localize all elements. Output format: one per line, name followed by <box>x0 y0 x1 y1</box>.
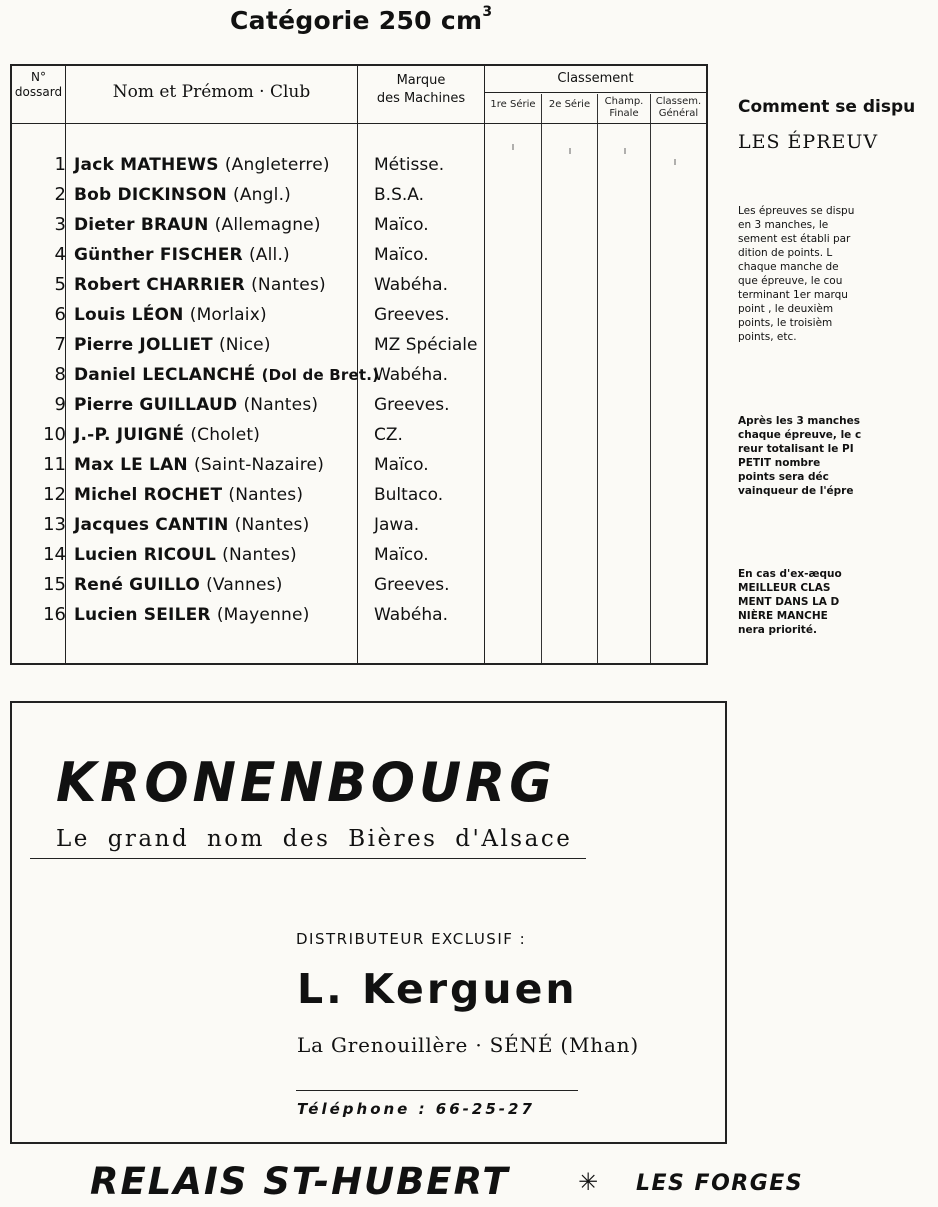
header-marque: Marque des Machines <box>376 73 466 106</box>
brand-tagline: Le grand nom des Bières d'Alsace <box>56 826 573 852</box>
row-machine-brand: B.S.A. <box>374 185 424 205</box>
table-row <box>12 480 706 510</box>
row-machine-brand: Maïco. <box>374 545 429 565</box>
row-machine-brand: CZ. <box>374 425 403 445</box>
results-table <box>10 64 708 665</box>
row-dossard: 8 <box>54 364 66 385</box>
row-rider-club: (Nantes) <box>222 545 297 565</box>
pencil-mark <box>512 144 514 150</box>
footer-forges-logo: LES FORGES <box>636 1171 804 1196</box>
phone-rule <box>296 1090 578 1091</box>
header-name: Nom et Prémom · Club <box>112 82 311 102</box>
row-rider <box>74 450 324 480</box>
distributor-phone: Téléphone : 66-25-27 <box>297 1100 535 1118</box>
page-title: Catégorie 250 $cm^3$ <box>230 4 493 35</box>
header-champ: Champ. Finale <box>604 96 644 119</box>
row-rider-name: Jacques CANTIN <box>74 515 229 535</box>
header-classement: Classement <box>557 71 634 86</box>
rules-title: Comment se dispu <box>738 97 916 117</box>
row-rider-name: Pierre JOLLIET <box>74 335 213 355</box>
rules-subtitle: LES ÉPREUV <box>738 131 879 153</box>
distributor-label: DISTRIBUTEUR EXCLUSIF : <box>296 930 527 948</box>
pencil-mark <box>624 148 626 154</box>
rules-paragraph-2: Après les 3 manches chaque épreuve, le c reur totalisant le PI PETIT nombre points sera déc vainqueur de l'épre <box>738 415 862 497</box>
row-machine-brand: Wabéha. <box>374 605 448 625</box>
row-dossard: 10 <box>43 424 66 445</box>
tagline-rule <box>30 858 586 859</box>
distributor-address: La Grenouillère · SÉNÉ (Mhan) <box>297 1033 639 1057</box>
row-rider <box>74 420 260 450</box>
row-dossard: 14 <box>43 544 66 565</box>
row-rider <box>74 330 271 360</box>
header-serie2: 2e Série <box>548 99 591 110</box>
header-divider <box>484 92 706 93</box>
row-rider-name: Pierre GUILLAUD <box>74 395 238 415</box>
row-rider-name: Daniel LECLANCHÉ <box>74 365 256 385</box>
row-rider-club: (Cholet) <box>190 425 261 445</box>
row-machine-brand: Greeves. <box>374 305 450 325</box>
row-dossard: 16 <box>43 604 66 625</box>
row-rider <box>74 480 303 510</box>
row-rider-club: (Angleterre) <box>224 155 330 175</box>
row-rider-club: (Nantes) <box>251 275 326 295</box>
row-rider-name: J.-P. JUIGNÉ <box>74 425 185 445</box>
header-dossard: N° dossard <box>14 70 63 99</box>
row-machine-brand: Maïco. <box>374 455 429 475</box>
row-rider-name: Dieter BRAUN <box>74 215 209 235</box>
row-dossard: 4 <box>54 244 66 265</box>
row-machine-brand: Wabéha. <box>374 275 448 295</box>
header-bottom-rule <box>12 123 706 124</box>
row-dossard: 15 <box>43 574 66 595</box>
row-rider-name: Michel ROCHET <box>74 485 223 505</box>
row-dossard: 9 <box>54 394 66 415</box>
header-serie1: 1re Série <box>490 99 536 110</box>
footer-relais-logo: RELAIS ST-HUBERT <box>90 1160 510 1203</box>
table-row <box>12 390 706 420</box>
row-dossard: 7 <box>54 334 66 355</box>
row-machine-brand: Greeves. <box>374 395 450 415</box>
row-rider-club: (Saint-Nazaire) <box>193 455 325 475</box>
row-rider <box>74 300 267 330</box>
row-dossard: 5 <box>54 274 66 295</box>
row-rider-club: (Nantes) <box>243 395 319 415</box>
row-rider <box>74 510 309 540</box>
row-dossard: 6 <box>54 304 66 325</box>
row-rider-club: (Nantes) <box>234 515 310 535</box>
pencil-mark <box>674 159 676 165</box>
table-row <box>12 450 706 480</box>
row-dossard: 11 <box>43 454 66 475</box>
row-rider <box>74 150 330 180</box>
row-rider-club: (Nantes) <box>228 485 304 505</box>
pencil-mark <box>569 148 571 154</box>
row-machine-brand: Maïco. <box>374 215 429 235</box>
row-rider-club: (All.) <box>248 245 290 265</box>
table-row <box>12 570 706 600</box>
table-row <box>12 540 706 570</box>
row-machine-brand: Wabéha. <box>374 365 448 385</box>
table-row <box>12 270 706 300</box>
row-rider-club: (Allemagne) <box>214 215 321 235</box>
table-row <box>12 600 706 630</box>
table-row <box>12 210 706 240</box>
row-rider <box>74 360 379 390</box>
brand-logo-text: KRONENBOURG <box>56 751 556 815</box>
row-rider-club: (Morlaix) <box>189 305 267 325</box>
row-rider-name: Max LE LAN <box>74 455 188 475</box>
row-rider-club: (Angl.) <box>233 185 292 205</box>
row-rider-club: (Vannes) <box>206 575 283 595</box>
table-row <box>12 510 706 540</box>
row-rider-name: René GUILLO <box>74 575 200 595</box>
row-rider <box>74 180 291 210</box>
row-rider-name: Bob DICKINSON <box>74 185 227 205</box>
table-row <box>12 420 706 450</box>
page-title-superscript: 3 <box>482 4 493 20</box>
row-machine-brand: Maïco. <box>374 245 429 265</box>
row-dossard: 3 <box>54 214 66 235</box>
row-machine-brand: MZ Spéciale <box>374 335 478 355</box>
row-machine-brand: Greeves. <box>374 575 450 595</box>
row-dossard: 13 <box>43 514 66 535</box>
table-row <box>12 150 706 180</box>
row-machine-brand: Jawa. <box>374 515 420 535</box>
row-rider-name: Jack MATHEWS <box>74 155 219 175</box>
row-dossard: 2 <box>54 184 66 205</box>
row-rider <box>74 270 326 300</box>
table-row <box>12 180 706 210</box>
row-rider-name: Robert CHARRIER <box>74 275 245 295</box>
header-general: Classem. Général <box>655 96 702 119</box>
row-rider-name: Lucien RICOUL <box>74 545 216 565</box>
row-machine-brand: Bultaco. <box>374 485 444 505</box>
row-rider <box>74 540 297 570</box>
row-dossard: 12 <box>43 484 66 505</box>
row-rider <box>74 210 321 240</box>
table-row <box>12 360 706 390</box>
row-rider-name: Lucien SEILER <box>74 605 211 625</box>
table-row <box>12 330 706 360</box>
row-rider <box>74 390 318 420</box>
row-rider <box>74 240 290 270</box>
row-dossard: 1 <box>54 154 66 175</box>
row-rider-club: (Dol de Bret.) <box>261 366 380 384</box>
table-row <box>12 240 706 270</box>
row-rider <box>74 570 283 600</box>
rules-paragraph-1: Les épreuves se dispu en 3 manches, le sement est établi par dition de points. L chaque manche de que épreuve, le cou terminant 1er marqu point , le deuxièm points, le troisièm points, etc. <box>738 205 855 343</box>
row-rider-club: (Nice) <box>218 335 271 355</box>
row-rider <box>74 600 310 630</box>
row-rider-club: (Mayenne) <box>216 605 310 625</box>
distributor-name: L. Kerguen <box>297 965 578 1013</box>
table-row <box>12 300 706 330</box>
star-icon: ✳ <box>578 1168 599 1196</box>
row-rider-name: Louis LÉON <box>74 305 184 325</box>
row-rider-name: Günther FISCHER <box>74 245 243 265</box>
row-machine-brand: Métisse. <box>374 155 445 175</box>
rules-paragraph-3: En cas d'ex-æquo MEILLEUR CLAS MENT DANS LA D NIÈRE MANCHE nera priorité. <box>738 568 842 636</box>
